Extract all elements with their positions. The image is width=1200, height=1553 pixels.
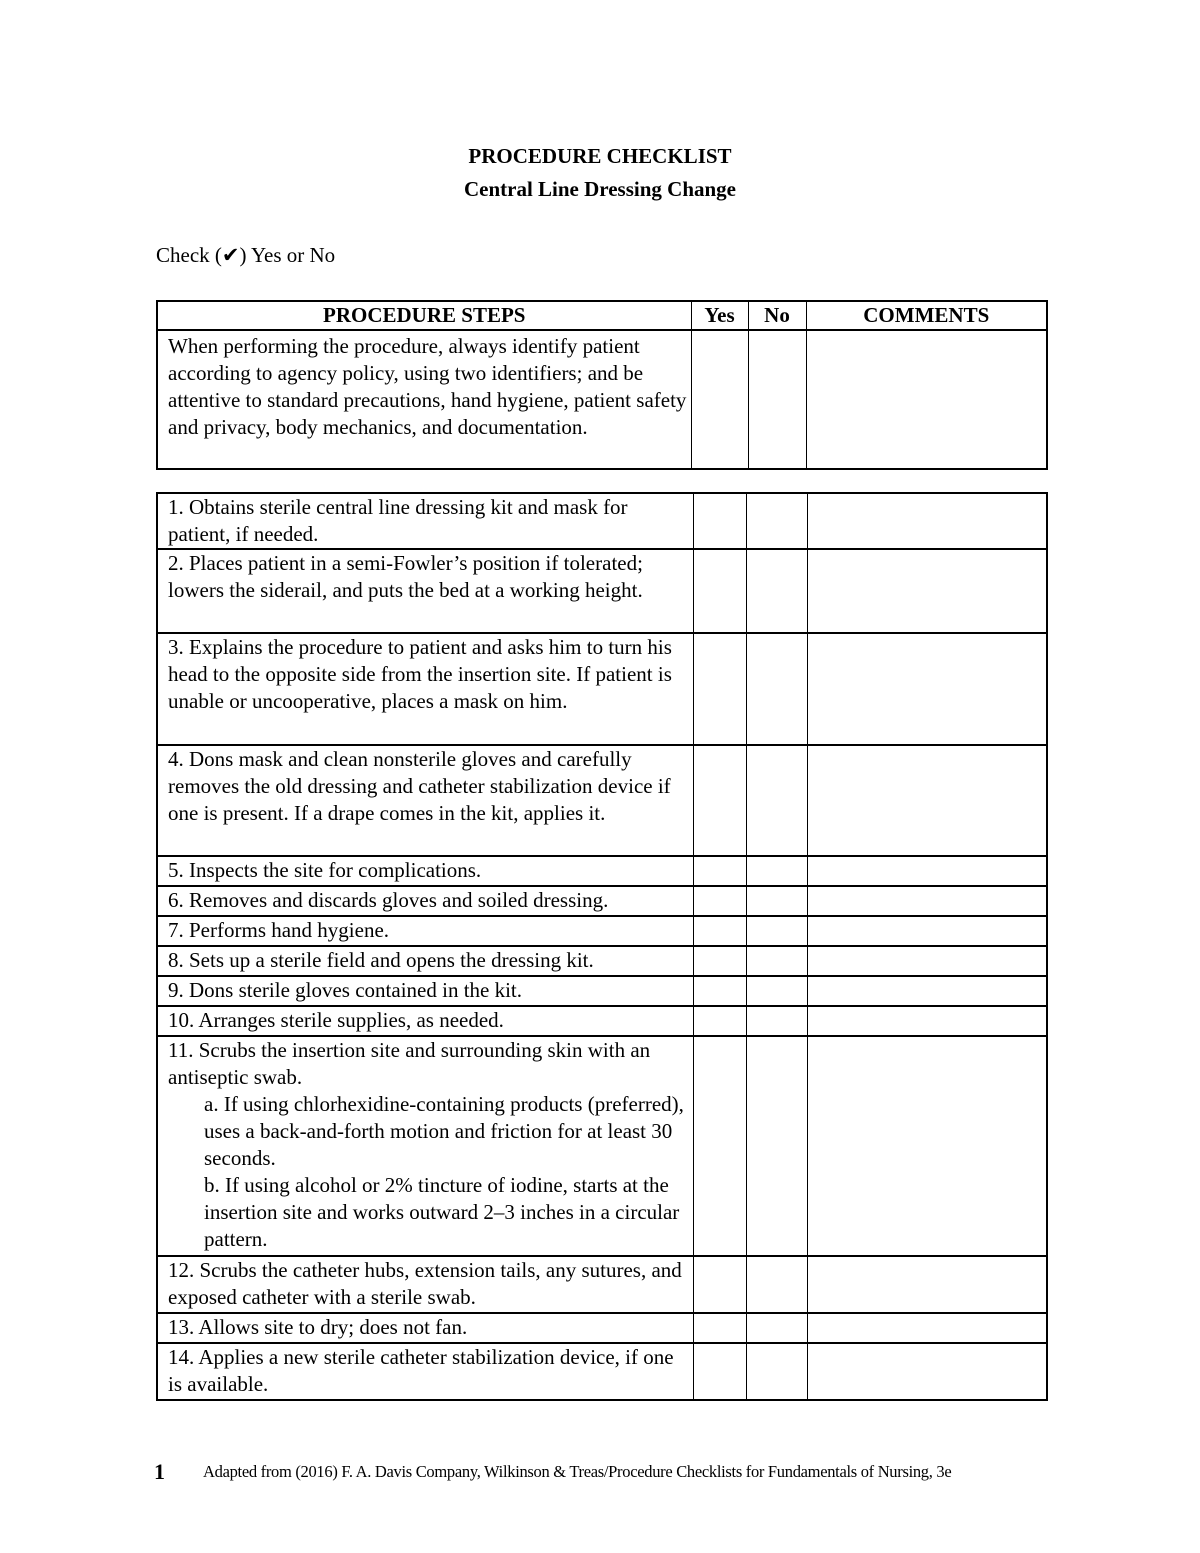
yes-cell[interactable] (693, 916, 746, 946)
no-cell[interactable] (746, 1313, 807, 1343)
yes-cell[interactable] (693, 946, 746, 976)
step-label: 2. Places patient in a semi-Fowler’s position if tolerated; lowers the siderail, and puts the bed at a working height. (168, 551, 643, 602)
yes-cell[interactable] (693, 1256, 746, 1313)
intro-row (157, 330, 1047, 469)
no-cell[interactable] (746, 493, 807, 549)
column-header-comments: COMMENTS (806, 301, 1047, 330)
yes-cell[interactable] (691, 330, 748, 469)
step-label: 11. Scrubs the insertion site and surrounding skin with an antiseptic swab. (168, 1038, 651, 1089)
table-row (157, 633, 1047, 745)
step-text (157, 1343, 693, 1400)
yes-cell[interactable] (693, 1343, 746, 1400)
no-cell[interactable] (746, 946, 807, 976)
step-label: 7. Performs hand hygiene. (168, 918, 390, 942)
steps-table (156, 492, 1048, 1401)
yes-cell[interactable] (693, 886, 746, 916)
step-text (157, 633, 693, 745)
yes-cell[interactable] (693, 1006, 746, 1036)
step-text (157, 886, 693, 916)
no-cell[interactable] (746, 1343, 807, 1400)
no-cell[interactable] (746, 1006, 807, 1036)
yes-cell[interactable] (693, 633, 746, 745)
step-label: 13. Allows site to dry; does not fan. (168, 1315, 468, 1339)
table-header-row (157, 301, 1047, 330)
comments-cell[interactable] (807, 745, 1047, 856)
table-row (157, 1256, 1047, 1313)
yes-cell[interactable] (693, 549, 746, 633)
step-text (157, 976, 693, 1006)
step-subitem: b. If using alcohol or 2% tincture of iodine, starts at the insertion site and works outward 2–3 inches in a circular pattern. (204, 1173, 680, 1251)
no-cell[interactable] (746, 976, 807, 1006)
comments-cell[interactable] (807, 976, 1047, 1006)
no-cell[interactable] (746, 1256, 807, 1313)
step-label: 9. Dons sterile gloves contained in the kit. (168, 978, 523, 1002)
step-label: 6. Removes and discards gloves and soiled dressing. (168, 888, 609, 912)
step-label: 14. Applies a new sterile catheter stabilization device, if one is available. (168, 1345, 674, 1396)
yes-cell[interactable] (693, 1313, 746, 1343)
yes-cell[interactable] (693, 745, 746, 856)
yes-cell[interactable] (693, 856, 746, 886)
footer-credit: Adapted from (2016) F. A. Davis Company, Wilkinson & Treas/Procedure Checklists for Fundamentals of Nursing, 3e (203, 1462, 952, 1481)
yes-cell[interactable] (693, 976, 746, 1006)
no-cell[interactable] (746, 633, 807, 745)
step-label: 10. Arranges sterile supplies, as needed. (168, 1008, 504, 1032)
comments-cell[interactable] (807, 856, 1047, 886)
table-row (157, 745, 1047, 856)
step-text (157, 916, 693, 946)
no-cell[interactable] (746, 886, 807, 916)
comments-cell[interactable] (807, 886, 1047, 916)
column-header-no: No (748, 301, 806, 330)
comments-cell[interactable] (807, 1006, 1047, 1036)
comments-cell[interactable] (807, 916, 1047, 946)
step-label: 3. Explains the procedure to patient and asks him to turn his head to the opposite side from the insertion site. If patient is unable or uncooperative, places a mask on him. (168, 635, 672, 713)
table-row (157, 946, 1047, 976)
step-label: 4. Dons mask and clean nonsterile gloves and carefully removes the old dressing and catheter stabilization device if one is present. If a drape comes in the kit, applies it. (168, 747, 671, 825)
no-cell[interactable] (746, 916, 807, 946)
yes-cell[interactable] (693, 493, 746, 549)
step-text (157, 1256, 693, 1313)
header-table (156, 300, 1048, 470)
comments-cell[interactable] (807, 1256, 1047, 1313)
column-header-steps: PROCEDURE STEPS (157, 301, 691, 330)
step-text (157, 493, 693, 549)
comments-cell[interactable] (807, 1036, 1047, 1256)
step-label: 8. Sets up a sterile field and opens the dressing kit. (168, 948, 594, 972)
step-label: 12. Scrubs the catheter hubs, extension tails, any sutures, and exposed catheter with a sterile swab. (168, 1258, 682, 1309)
step-subitem: a. If using chlorhexidine-containing products (preferred), uses a back-and-forth motion and friction for at least 30 seconds. (204, 1092, 684, 1170)
table-row (157, 1006, 1047, 1036)
step-text (157, 946, 693, 976)
table-row (157, 549, 1047, 633)
step-text (157, 1006, 693, 1036)
step-label: 5. Inspects the site for complications. (168, 858, 482, 882)
step-text (157, 856, 693, 886)
step-text (157, 1313, 693, 1343)
no-cell[interactable] (748, 330, 806, 469)
step-text (157, 745, 693, 856)
comments-cell[interactable] (807, 1313, 1047, 1343)
step-text (157, 1036, 693, 1256)
table-row (157, 886, 1047, 916)
comments-cell[interactable] (807, 946, 1047, 976)
step-label: 1. Obtains sterile central line dressing kit and mask for patient, if needed. (168, 495, 628, 546)
no-cell[interactable] (746, 549, 807, 633)
no-cell[interactable] (746, 1036, 807, 1256)
yes-cell[interactable] (693, 1036, 746, 1256)
document-subtitle: Central Line Dressing Change (463, 177, 737, 201)
table-row (157, 856, 1047, 886)
column-header-yes: Yes (691, 301, 748, 330)
comments-cell[interactable] (806, 330, 1047, 469)
table-row (157, 1313, 1047, 1343)
step-text (157, 549, 693, 633)
comments-cell[interactable] (807, 633, 1047, 745)
comments-cell[interactable] (807, 493, 1047, 549)
comments-cell[interactable] (807, 1343, 1047, 1400)
comments-cell[interactable] (807, 549, 1047, 633)
intro-text: When performing the procedure, always identify patient according to agency policy, using two identifiers; and be attentive to standard precautions, hand hygiene, patient safety and privacy, body mechanics, and documentation. (157, 330, 691, 469)
table-row (157, 1343, 1047, 1400)
no-cell[interactable] (746, 745, 807, 856)
document-title: PROCEDURE CHECKLIST (468, 144, 732, 168)
page-number: 1 (154, 1459, 165, 1484)
table-row (157, 1036, 1047, 1256)
table-row (157, 493, 1047, 549)
table-row (157, 976, 1047, 1006)
no-cell[interactable] (746, 856, 807, 886)
check-instruction: Check (✔) Yes or No (156, 243, 336, 267)
table-row (157, 916, 1047, 946)
